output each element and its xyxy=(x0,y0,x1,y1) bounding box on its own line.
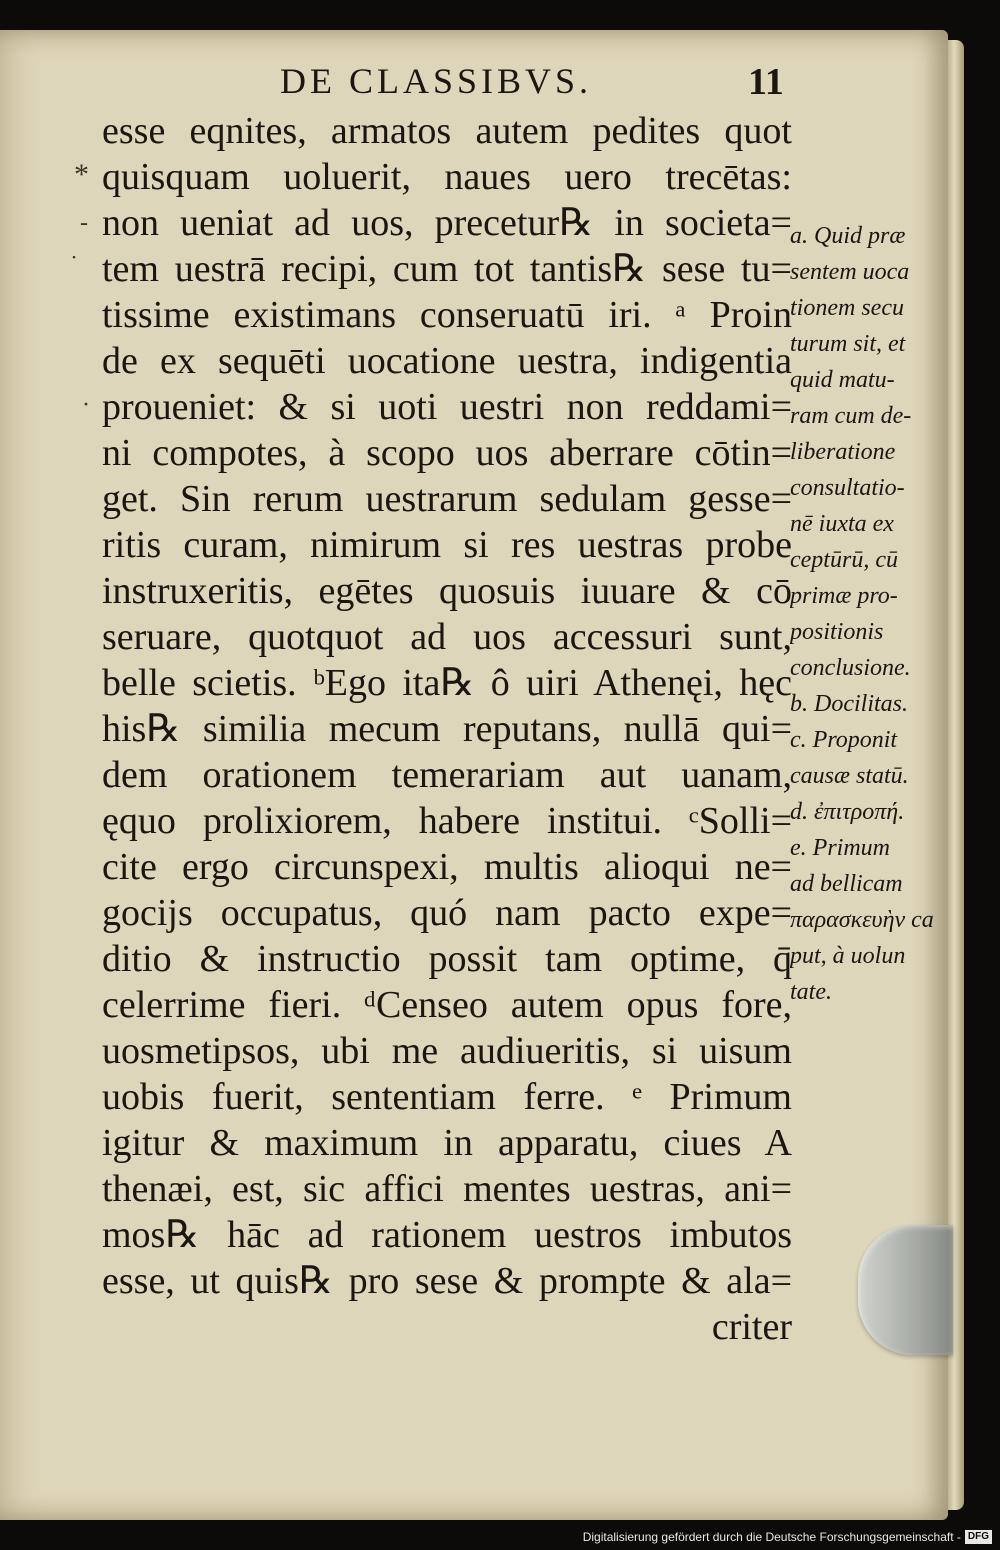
text-line: non ueniat ad uos, precetur℞ in societa= xyxy=(102,202,792,244)
text-line: ritis curam, nimirum si res uestras probe xyxy=(102,524,792,566)
text-line: belle scietis. ᵇEgo ita℞ ô uiri Athenęi, hęc xyxy=(102,662,792,704)
margin-mark: · xyxy=(82,392,90,418)
margin-note: consultatio- xyxy=(790,475,905,501)
margin-note: causæ statū. xyxy=(790,763,909,789)
margin-note: ad bellicam xyxy=(790,871,903,897)
text-line: uosmetipsos, ubi me audiueritis, si uisum xyxy=(102,1030,792,1072)
margin-note: nē iuxta ex xyxy=(790,511,894,537)
text-line: cite ergo circunspexi, multis alioqui ne= xyxy=(102,846,792,888)
text-line: get. Sin rerum uestrarum sedulam gesse= xyxy=(102,478,792,520)
text-line: ęquo prolixiorem, habere institui. ᶜSolli= xyxy=(102,800,792,842)
margin-note: liberatione xyxy=(790,439,896,465)
text-line: mos℞ hāc ad rationem uestros imbutos xyxy=(102,1214,792,1256)
margin-note: d. ἐπιτροπή. xyxy=(790,799,905,825)
margin-note: conclusione. xyxy=(790,655,911,681)
text-line: proueniet: & si uoti uestri non reddami= xyxy=(102,386,792,428)
margin-note: tate. xyxy=(790,979,832,1005)
margin-note: put, à uolun xyxy=(790,943,906,969)
catchword: criter xyxy=(711,1306,792,1348)
digitization-credit xyxy=(583,1528,992,1546)
margin-mark: - xyxy=(80,210,88,236)
text-line: esse, ut quis℞ pro sese & prompte & ala= xyxy=(102,1260,792,1302)
margin-note: ceptūrū, cū xyxy=(790,547,898,573)
margin-note: a. Quid præ xyxy=(790,223,906,249)
text-line: tem uestrā recipi, cum tot tantis℞ sese tu= xyxy=(102,248,792,290)
margin-mark: ˙ xyxy=(70,252,78,278)
text-line: ni compotes, à scopo uos aberrare cōtin= xyxy=(102,432,792,474)
text-line: gocijs occupatus, quó nam pacto expe= xyxy=(102,892,792,934)
margin-note: primæ pro- xyxy=(790,583,898,609)
text-line: de ex sequēti uocatione uestra, indigentia xyxy=(102,340,792,382)
margin-mark: * xyxy=(74,158,89,191)
margin-note: quid matu- xyxy=(790,367,895,393)
text-line: uobis fuerit, sententiam ferre. ᵉ Primum xyxy=(102,1076,792,1118)
text-line: instruxeritis, egētes quosuis iuuare & cō xyxy=(102,570,792,612)
margin-notes xyxy=(790,218,946,1010)
margin-note: positionis xyxy=(790,619,884,645)
running-head: DE CLASSIBVS. xyxy=(280,61,593,101)
text-line: dem orationem temerariam aut uanam, xyxy=(102,754,792,796)
text-line: his℞ similia mecum reputans, nullā qui= xyxy=(102,708,792,750)
text-line: celerrime fieri. ᵈCenseo autem opus fore, xyxy=(102,984,792,1026)
margin-note: sentem uoca xyxy=(790,259,910,285)
text-line: igitur & maximum in apparatu, ciues A xyxy=(102,1122,792,1164)
dfg-logo: DFG xyxy=(965,1530,992,1544)
margin-note: παρασκευὴν ca xyxy=(790,907,934,933)
margin-note: c. Proponit xyxy=(790,727,898,753)
text-line: seruare, quotquot ad uos accessuri sunt, xyxy=(102,616,792,658)
margin-note: ram cum de- xyxy=(790,403,912,429)
page-number: 11 xyxy=(748,61,784,103)
credit-text: Digitalisierung gefördert durch die Deutsche Forschungsgemeinschaft - xyxy=(582,1530,961,1544)
margin-note: turum sit, et xyxy=(790,331,906,357)
body-text xyxy=(102,108,792,1350)
margin-note: b. Docilitas. xyxy=(790,691,908,717)
text-line: ditio & instructio possit tam optime, q̄ xyxy=(102,938,792,980)
text-line: thenæi, est, sic affici mentes uestras, ani= xyxy=(102,1168,792,1210)
text-line: tissime existimans conseruatū iri. ᵃ Proin xyxy=(102,294,792,336)
margin-note: tionem secu xyxy=(790,295,904,321)
page-clip xyxy=(858,1225,953,1355)
text-line: esse eqnites, armatos autem pedites quot xyxy=(102,110,792,152)
text-line: quisquam uoluerit, naues uero trecētas: xyxy=(102,156,792,198)
margin-note: e. Primum xyxy=(790,835,890,861)
